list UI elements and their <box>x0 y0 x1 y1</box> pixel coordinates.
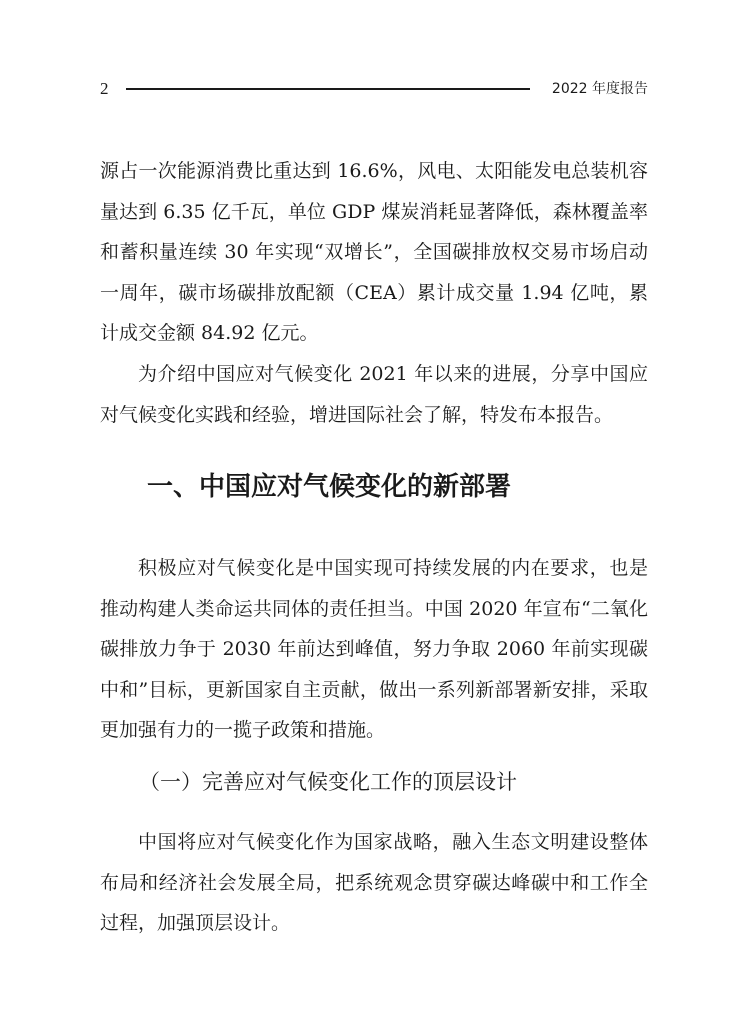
header-rule <box>126 88 530 90</box>
report-label: 2022 年度报告 <box>551 81 648 97</box>
paragraph-purpose: 为介绍中国应对气候变化 2021 年以来的进展，分享中国应对气候变化实践和经验，增进国际社会了解，特发布本报告。 <box>100 363 648 426</box>
page-header <box>100 76 648 102</box>
paragraph-subsection-body: 中国将应对气候变化作为国家战略，融入生态文明建设整体布局和经济社会发展全局，把系统观念贯穿碳达峰碳中和工作全过程，加强顶层设计。 <box>100 831 648 934</box>
paragraph-section-body: 积极应对气候变化是中国实现可持续发展的内在要求，也是推动构建人类命运共同体的责任担当。中国 2020 年宣布“二氧化碳排放力争于 2030 年前达到峰值，努力争取 2060 年前实现碳中和”目标，更新国家自主贡献，做出一系列新部署新安排，采取更加强有力的一揽子政策和措施。 <box>100 557 648 741</box>
subsection-heading: （一）完善应对气候变化工作的顶层设计 <box>139 770 517 794</box>
paragraph-intro-continued: 源占一次能源消费比重达到 16.6%，风电、太阳能发电总装机容量达到 6.35 亿千瓦，单位 GDP 煤炭消耗显著降低，森林覆盖率和蓄积量连续 30 年实现“双增长”，全国碳排放权交易市场启动一周年，碳市场碳排放配额（CEA）累计成交量 1.94 亿吨，累计成交金额 84.92 亿元。 <box>100 160 648 344</box>
section-heading: 一、中国应对气候变化的新部署 <box>147 472 512 502</box>
page-number: 2 <box>100 79 109 98</box>
